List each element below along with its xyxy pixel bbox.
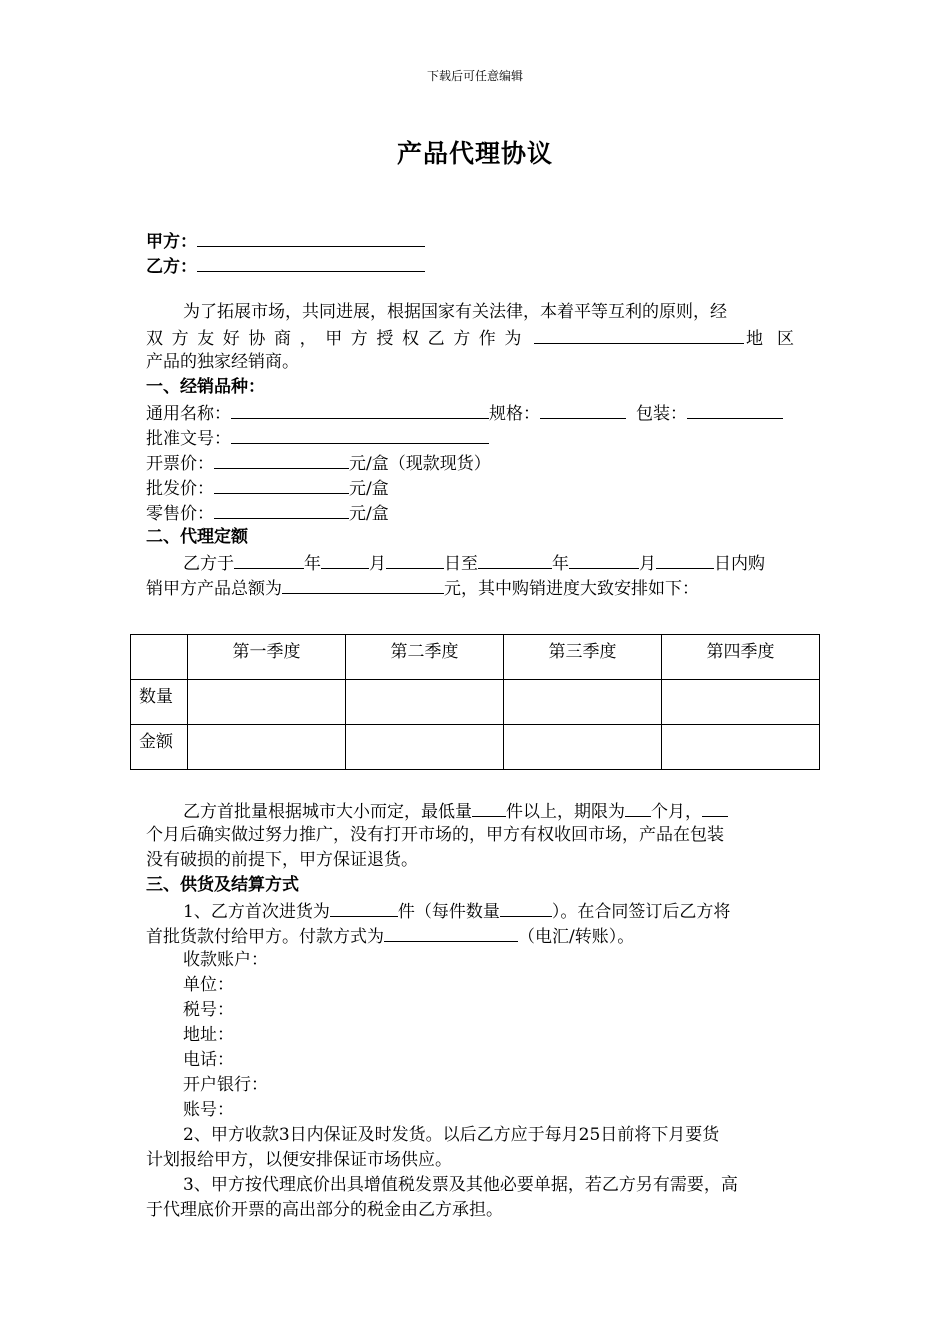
wholesale-price-blank[interactable] (214, 475, 349, 494)
item1-text-c: ）。在合同签订后乙方将 (551, 902, 731, 922)
end-year-blank[interactable] (478, 550, 552, 569)
retail-price-blank[interactable] (214, 500, 349, 519)
first-batch-line-3: 没有破损的前提下，甲方保证退货。 (146, 850, 418, 870)
col-q2: 第二季度 (346, 635, 504, 680)
phone-label: 电话： (183, 1050, 234, 1070)
quarterly-table (130, 634, 820, 770)
table-cell[interactable] (346, 725, 504, 770)
tax-no-label: 税号： (183, 1000, 234, 1020)
retail-price-label: 零售价： (146, 504, 214, 524)
row-amount-label: 金额 (131, 725, 188, 770)
payment-method-options: （电汇/转账）。 (518, 927, 635, 947)
spec-label: 规格： (489, 404, 540, 424)
party-b-label: 乙方： (146, 257, 197, 277)
retail-price-line (146, 500, 389, 524)
party-b-blank[interactable] (197, 253, 425, 272)
first-batch-text-b: 件以上，期限为 (506, 802, 625, 822)
payment-method-blank[interactable] (384, 923, 518, 942)
table-header-row (131, 635, 820, 680)
invoice-price-unit: 元/盒（现款现货） (349, 454, 491, 474)
item2-line-1: 2、甲方收款3日内保证及时发货。以后乙方应于每月25日前将下月要货 (183, 1125, 720, 1145)
generic-name-line (146, 400, 783, 424)
total-amount-label: 销甲方产品总额为 (146, 579, 282, 599)
account-no-label: 账号： (183, 1100, 234, 1120)
first-batch-line-2: 个月后确实做过努力推广，没有打开市场的，甲方有权收回市场，产品在包装 (146, 825, 724, 845)
party-b-line (146, 253, 425, 277)
day-within-label: 日内购 (714, 554, 765, 574)
table-cell[interactable] (662, 680, 820, 725)
quota-line-2 (146, 575, 699, 599)
col-q1: 第一季度 (188, 635, 346, 680)
end-day-blank[interactable] (656, 550, 714, 569)
bank-label: 开户银行： (183, 1075, 268, 1095)
invoice-price-line (146, 450, 491, 474)
approval-no-label: 批准文号： (146, 429, 231, 449)
table-cell[interactable] (346, 680, 504, 725)
item3-line-2: 于代理底价开票的高出部分的税金由乙方承担。 (146, 1200, 503, 1220)
retail-price-unit: 元/盒 (349, 504, 389, 524)
package-label: 包装： (636, 404, 687, 424)
quota-from-label: 乙方于 (183, 554, 234, 574)
start-month-blank[interactable] (321, 550, 369, 569)
section1-heading: 一、经销品种： (146, 377, 265, 397)
intro-line-1: 为了拓展市场，共同进展，根据国家有关法律，本着平等互利的原则，经 (183, 302, 727, 322)
period-blank[interactable] (625, 798, 651, 817)
total-amount-blank[interactable] (282, 575, 444, 594)
first-batch-text-a: 乙方首批量根据城市大小而定，最低量 (183, 802, 472, 822)
table-cell[interactable] (662, 725, 820, 770)
day-to-label: 日至 (444, 554, 478, 574)
approval-no-blank[interactable] (231, 425, 489, 444)
intro-line-2 (146, 325, 808, 349)
month-label-1: 月 (369, 554, 386, 574)
year-label-1: 年 (304, 554, 321, 574)
generic-name-label: 通用名称： (146, 404, 231, 424)
generic-name-blank[interactable] (231, 400, 489, 419)
region-blank[interactable] (534, 325, 744, 344)
table-cell[interactable] (504, 680, 662, 725)
package-blank[interactable] (687, 400, 783, 419)
first-batch-line-1 (183, 798, 728, 822)
corner-cell (131, 635, 188, 680)
table-cell[interactable] (504, 725, 662, 770)
payment-method-label: 首批货款付给甲方。付款方式为 (146, 927, 384, 947)
first-batch-text-c: 个月， (651, 802, 702, 822)
item1-text-a: 1、乙方首次进货为 (183, 902, 330, 922)
wholesale-price-unit: 元/盒 (349, 479, 389, 499)
year-label-2: 年 (552, 554, 569, 574)
quota-line-1 (183, 550, 765, 574)
item1-line-2 (146, 923, 634, 947)
item1-text-b: 件（每件数量 (397, 902, 500, 922)
month-label-2: 月 (639, 554, 656, 574)
section2-heading: 二、代理定额 (146, 527, 248, 547)
approval-no-line (146, 425, 489, 449)
min-quantity-blank[interactable] (472, 798, 506, 817)
unit-label: 单位： (183, 975, 234, 995)
invoice-price-label: 开票价： (146, 454, 214, 474)
invoice-price-blank[interactable] (214, 450, 349, 469)
col-q4: 第四季度 (662, 635, 820, 680)
table-row (131, 725, 820, 770)
address-label: 地址： (183, 1025, 234, 1045)
item1-line-1 (183, 898, 730, 922)
first-order-blank[interactable] (330, 898, 398, 917)
party-a-line (146, 228, 425, 252)
region-suffix: 地区 (746, 329, 808, 349)
header-note: 下载后可任意编辑 (426, 69, 523, 83)
table-cell[interactable] (188, 680, 346, 725)
item2-line-2: 计划报给甲方，以便安排保证市场供应。 (146, 1150, 452, 1170)
start-day-blank[interactable] (386, 550, 444, 569)
item3-line-1: 3、甲方按代理底价出具增值税发票及其他必要单据，若乙方另有需要，高 (183, 1175, 738, 1195)
spec-blank[interactable] (540, 400, 626, 419)
account-label: 收款账户： (183, 950, 268, 970)
end-month-blank[interactable] (569, 550, 639, 569)
page-title: 产品代理协议 (396, 139, 553, 168)
section3-heading: 三、供货及结算方式 (146, 875, 299, 895)
per-piece-blank[interactable] (500, 898, 552, 917)
wholesale-price-label: 批发价： (146, 479, 214, 499)
wholesale-price-line (146, 475, 389, 499)
table-row (131, 680, 820, 725)
trial-months-blank[interactable] (702, 798, 728, 817)
party-a-label: 甲方： (146, 232, 197, 252)
col-q3: 第三季度 (504, 635, 662, 680)
party-a-blank[interactable] (197, 228, 425, 247)
schedule-intro: 元，其中购销进度大致安排如下： (444, 579, 699, 599)
row-quantity-label: 数量 (131, 680, 188, 725)
start-year-blank[interactable] (234, 550, 304, 569)
intro-line-3: 产品的独家经销商。 (146, 352, 299, 372)
intro-line-2-text: 双方友好协商，甲方授权乙方作为 (146, 329, 530, 349)
table-cell[interactable] (188, 725, 346, 770)
